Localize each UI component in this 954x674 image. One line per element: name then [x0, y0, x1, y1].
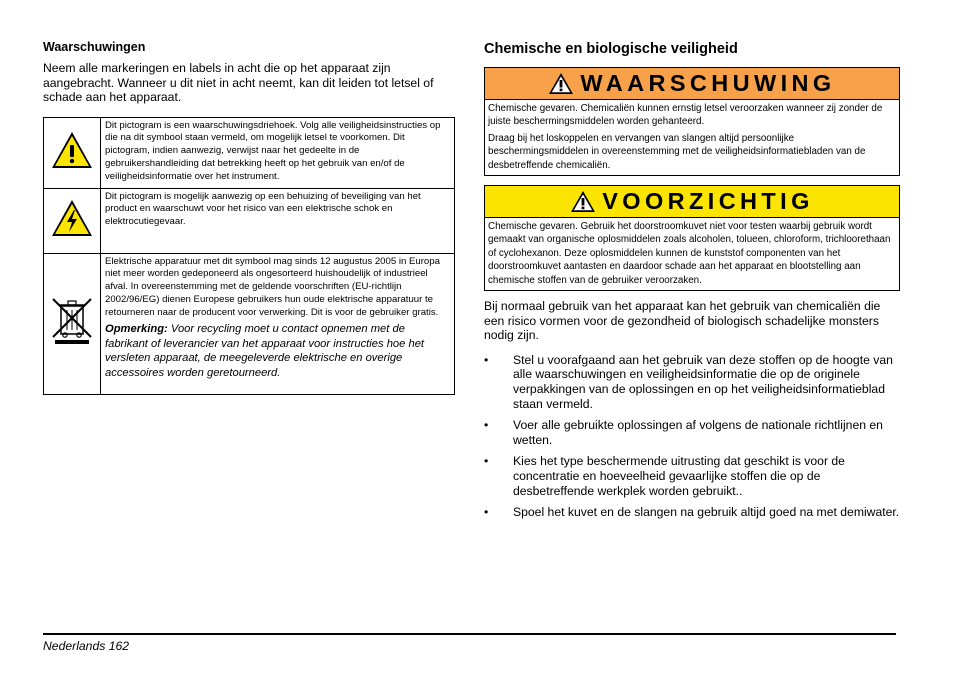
list-item: • Stel u voorafgaand aan het gebruik van deze stoffen op de hoogte van alle waarschuwingen en veiligheidsinformatie die op de originele verpakkingen van de oplossingen en op het veiligheidsinformatieblad staan vermeld. — [484, 352, 893, 411]
recycling-note — [105, 322, 450, 380]
footer-divider — [43, 633, 896, 635]
note-label: Opmerking: — [105, 323, 168, 336]
table-row — [44, 188, 455, 253]
caution-title: VOORZICHTIG — [602, 188, 814, 215]
crossed-out-bin-icon — [49, 296, 95, 346]
caution-box — [484, 185, 900, 291]
list-item: • Spoel het kuvet en de slangen na gebruik altijd goed na met demiwater. — [484, 505, 900, 520]
caution-body — [485, 218, 899, 290]
chemical-intro: Bij normaal gebruik van het apparaat kan het gebruik van chemicaliën die een risico vormen voor de gezondheid of biologisch schadelijke monsters nodig zijn. — [484, 299, 881, 343]
note-text: Voor recycling moet u contact opnemen met de fabrikant of leverancier van het apparaat voor instructies hoe het versleten apparaat, de meegeleverde elektrische en overige accessoires worden geretourneerd. — [105, 323, 425, 379]
table-cell-text: Elektrische apparatuur met dit symbool mag sinds 12 augustus 2005 in Europa niet meer worden gedeponeerd als ongesorteerd huishoudelijk of industrieel afval. In overeenstemming met de geldende voorschriften (EU-richtlijn 2002/96/EG) dienen Europese gebruikers hun oude elektrische apparatuur te retourneren naar de producent voor verwerking. Dit is voor de gebruiker gratis. — [105, 255, 440, 318]
list-item: • Voer alle gebruikte oplossingen af volgens de nationale richtlijnen en wetten. — [484, 418, 883, 447]
warning-body — [485, 100, 899, 175]
symbol-table — [43, 117, 455, 395]
warning-header — [485, 68, 899, 100]
warning-paragraph: Draag bij het loskoppelen en vervangen van slangen altijd persoonlijke beschermingsmiddelen in overeenstemming met de veiligheidsinformatiebladen van de desbetreffende chemicaliën. — [488, 132, 866, 171]
table-cell-text: Dit pictogram is mogelijk aanwezig op een behuizing of beveiliging van het product en waarschuwt voor het risico van een elektrische schok en elektrocutiegevaar. — [101, 188, 455, 253]
caution-paragraph: Chemische gevaren. Gebruik het doorstroomkuvet niet voor testen waarbij gebruik wordt gemaakt van organische oplosmiddelen zoals alcoholen, tolueen, chloroform, trichloorethaan of cyclohexanon. Deze oplosmiddelen kunnen de kunststof componenten van het doorstroomkuvet aantasten en daardoor schade aan het apparaat en blootstelling aan chemische stoffen van de gebruiker veroorzaken. — [488, 221, 891, 286]
warnings-intro: Neem alle markeringen en labels in acht die op het apparaat zijn aangebracht. Wanneer u dit niet in acht neemt, kan dit leiden tot letsel of schade aan het apparaat. — [43, 61, 434, 105]
left-column — [43, 40, 455, 395]
bullet-icon: • — [484, 454, 489, 469]
table-cell-text: Dit pictogram is een waarschuwingsdriehoek. Volg alle veiligheidsinstructies op die na dit symbool staan vermeld, om mogelijk letsel te voorkomen. Dit pictogram, indien aanwezig, verwijst naar het gedeelte in de gebruikershandleiding dat betrekking heeft op het gebruik van en/of de veiligheidsinformatie over het instrument. — [101, 117, 455, 188]
right-column — [484, 40, 900, 527]
page-footer: Nederlands 162 — [43, 639, 130, 653]
table-row — [44, 253, 455, 394]
warning-triangle-icon — [570, 190, 596, 213]
caution-header — [485, 186, 899, 218]
bullet-icon: • — [484, 352, 489, 367]
warning-triangle-icon — [548, 72, 574, 95]
section-heading-warnings: Waarschuwingen — [43, 40, 146, 54]
bullet-icon: • — [484, 418, 489, 433]
warning-title: WAARSCHUWING — [580, 70, 836, 96]
table-row — [44, 117, 455, 188]
warning-paragraph: Chemische gevaren. Chemicaliën kunnen ernstig letsel veroorzaken wanneer zij zonder de juiste beschermingsmiddelen worden gehanteerd. — [488, 103, 883, 128]
warning-triangle-icon — [50, 130, 94, 170]
bullet-list — [484, 353, 900, 520]
list-item: • Kies het type beschermende uitrusting dat geschikt is voor de concentratie en hoeveelheid gevaarlijke stoffen die op de desbetreffende werkplek worden gebruikt.. — [484, 454, 845, 498]
warning-box — [484, 67, 900, 176]
electrical-hazard-icon — [50, 198, 94, 238]
bullet-icon: • — [484, 505, 489, 520]
section-heading-chemical-safety: Chemische en biologische veiligheid — [484, 41, 738, 57]
